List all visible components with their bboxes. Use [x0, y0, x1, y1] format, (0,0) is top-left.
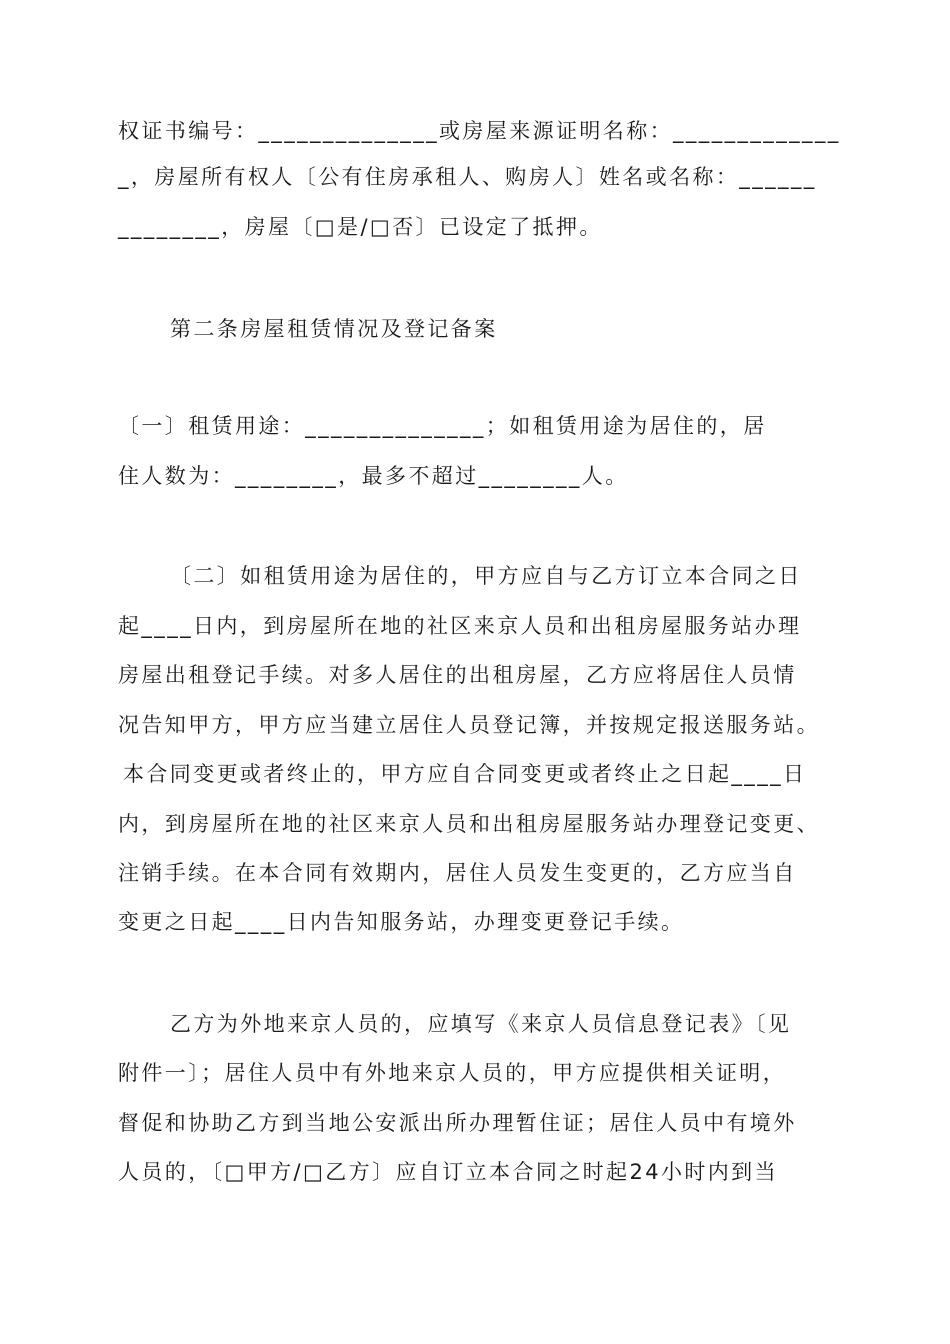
text-line: 房屋出租登记手续。对多人居住的出租房屋，乙方应将居住人员情 [118, 663, 797, 687]
text-line: 变更之日起____日内告知服务站，办理变更登记手续。 [118, 910, 685, 934]
text-line: 况告知甲方，甲方应当建立居住人员登记簿，并按规定报送服务站。 [118, 713, 820, 737]
text-line: 〔一〕租赁用途：______________；如租赁用途为居住的，居 [118, 414, 767, 438]
text-line: 乙方为外地来京人员的，应填写《来京人员信息登记表》〔见 [170, 1012, 792, 1036]
text-line: 督促和协助乙方到当地公安派出所办理暂住证；居住人员中有境外 [118, 1111, 797, 1135]
text-line: 注销手续。在本合同有效期内，居住人员发生变更的，乙方应当自 [118, 861, 797, 885]
text-line: 〔二〕如租赁用途为居住的，甲方应自与乙方订立本合同之日 [170, 564, 802, 588]
text-line: 内，到房屋所在地的社区来京人员和出租房屋服务站办理登记变更、 [118, 812, 820, 836]
text-line: 人员的，〔□甲方/□乙方〕应自订立本合同之时起24小时内到当 [118, 1160, 778, 1184]
text-line: 起____日内，到房屋所在地的社区来京人员和出租房屋服务站办理 [118, 614, 802, 638]
text-line: 住人数为：________，最多不超过________人。 [118, 464, 629, 488]
text-line: 本合同变更或者终止的，甲方应自合同变更或者终止之日起____日 [123, 762, 807, 786]
section-heading: 第二条房屋租赁情况及登记备案 [170, 317, 498, 341]
text-line: 权证书编号：______________或房屋来源证明名称：_____________ [118, 119, 841, 143]
text-line: ________，房屋〔□是/□否〕已设定了抵押。 [118, 215, 603, 239]
text-line: _，房屋所有权人〔公有住房承租人、购房人〕姓名或名称：______ [118, 165, 817, 189]
text-line: 附件一〕；居住人员中有外地来京人员的，甲方应提供相关证明， [118, 1061, 787, 1085]
